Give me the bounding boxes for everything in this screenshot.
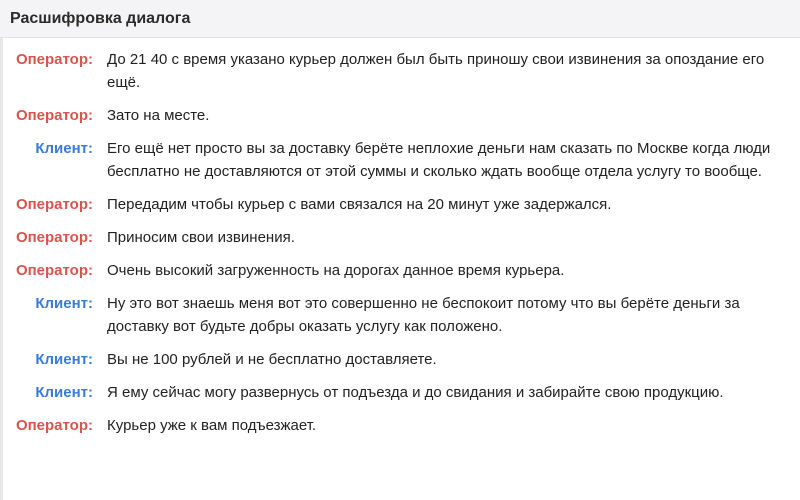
speaker-label: Оператор:: [15, 107, 93, 124]
transcript-message: [3, 414, 800, 437]
message-text: Его ещё нет просто вы за доставку берёте неплохие деньги нам сказать по Москве когда люди бесплатно не доставляются от этой суммы и сколько ждать вообще отдела услугу то вообще.: [107, 140, 771, 180]
transcript-message: [3, 348, 800, 371]
transcript-message: [3, 381, 800, 404]
transcript-message: [3, 259, 800, 282]
speaker-label: Оператор:: [15, 417, 93, 434]
scroll-fade: [3, 486, 800, 500]
transcript-message: [3, 292, 800, 338]
message-text: До 21 40 с время указано курьер должен был быть приношу свои извинения за опоздание его ещё.: [107, 51, 765, 91]
transcript-message: [3, 137, 800, 183]
transcript-message: [3, 193, 800, 216]
speaker-label: Клиент:: [35, 384, 93, 401]
speaker-label: Оператор:: [15, 262, 93, 279]
transcript-message: [3, 104, 800, 127]
message-text: Я ему сейчас могу развернусь от подъезда и до свидания и забирайте свою продукцию.: [107, 384, 724, 401]
speaker-label: Клиент:: [35, 140, 93, 157]
message-text: Приносим свои извинения.: [107, 229, 295, 246]
message-text: Ну это вот знаешь меня вот это совершенно не беспокоит потому что вы берёте деньги за доставку вот будьте добры оказать услугу как положено.: [107, 295, 740, 335]
transcript-message: [3, 226, 800, 249]
message-text: Курьер уже к вам подъезжает.: [107, 417, 317, 434]
page-title: Расшифровка диалога: [10, 9, 191, 27]
transcript-panel[interactable]: [0, 38, 800, 500]
speaker-label: Клиент:: [35, 295, 93, 312]
transcript-message: [3, 48, 800, 94]
message-text: Зато на месте.: [107, 107, 210, 124]
speaker-label: Оператор:: [15, 51, 93, 68]
transcript-header: [0, 0, 800, 38]
speaker-label: Оператор:: [15, 196, 93, 213]
speaker-label: Оператор:: [15, 229, 93, 246]
message-list: [3, 38, 800, 437]
speaker-label: Клиент:: [35, 351, 93, 368]
message-text: Очень высокий загруженность на дорогах данное время курьера.: [107, 262, 565, 279]
message-text: Вы не 100 рублей и не бесплатно доставляете.: [107, 351, 437, 368]
message-text: Передадим чтобы курьер с вами связался на 20 минут уже задержался.: [107, 196, 612, 213]
